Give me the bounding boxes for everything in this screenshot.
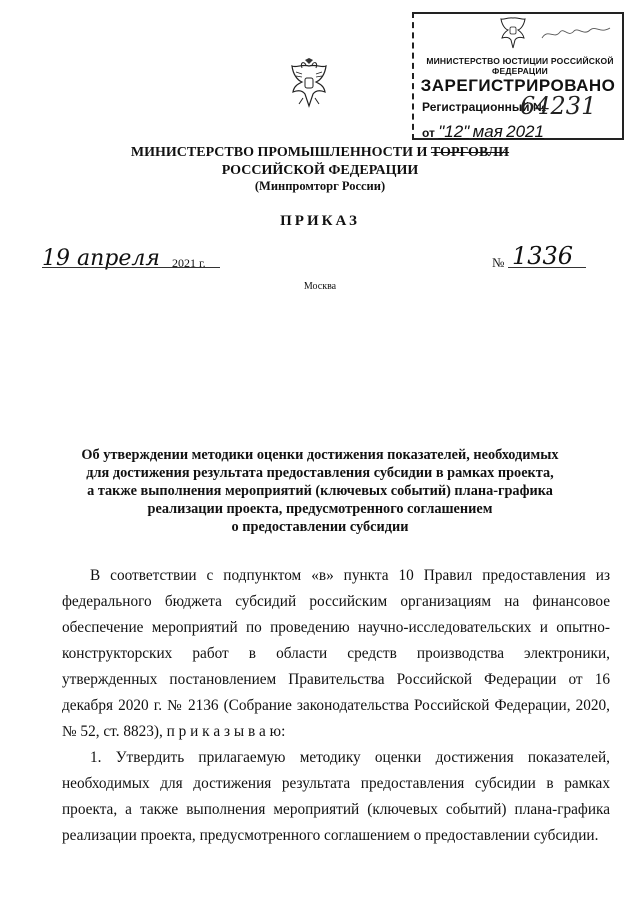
ministry-line1: МИНИСТЕРСТВО ПРОМЫШЛЕННОСТИ И [130,145,428,160]
number-underline [508,267,586,268]
stamp-reg-label: Регистрационный № [422,100,547,114]
body-paragraph-2: 1. Утвердить прилагаемую методику оценки достижения показателей, необходимых для достижения результата предоставления субсидии в рамках проекта, а также выполнения мероприятий (ключевых событий) плана-графика реализации проекта, предусмотренного соглашением о предоставлении субсидии. [62,749,610,844]
doc-type: ПРИКАЗ [280,213,360,229]
heading-line: о предоставлении субсидии [231,519,409,535]
ministry-name [120,144,520,180]
date-handwritten: 19 апреля [42,246,160,271]
city: Москва [303,281,337,292]
number-label: № [492,255,505,270]
heading-line: Об утверждении методики оценки достижения показателей, необходимых [81,447,559,463]
ministry-short: (Минпромторг России) [254,179,386,193]
stamp-date-prefix: от [422,126,435,140]
coat-of-arms-icon [288,58,330,110]
stamp-date-year: 2021 [506,122,544,141]
body-paragraph-1: В соответствии с подпунктом «в» пункта 10 Правил предоставления из федерального бюджета субсидий российским организациям на финансовое обеспечение мероприятий по проведению научно-исследовательских и опытно-конструкторских работ в области средств производства электроники, утвержденных постановлением Правительства Российской Федерации от 16 декабря 2020 г. № 2136 (Собрание законодательства Российской Федерации, 2020, № 52, ст. 8823), п р и к а з ы в а ю: [62,567,610,740]
document-heading [58,446,582,536]
ministry-line2: РОССИЙСКОЙ ФЕДЕРАЦИИ [221,163,419,178]
stamp-signature-icon [540,22,612,44]
heading-line: для достижения результата предоставления субсидии в рамках проекта, [86,465,554,481]
stamp-reg-number: 64231 [520,92,597,120]
stamp-ministry: МИНИСТЕРСТВО ЮСТИЦИИ РОССИЙСКОЙ ФЕДЕРАЦИИ [426,56,614,76]
stamp-date [422,122,544,142]
number-handwritten: 1336 [512,242,574,270]
heading-line: реализации проекта, предусмотренного соглашением [147,501,493,517]
ministry-line1-struck: ТОРГОВЛИ [430,145,510,160]
stamp-date-month: мая [472,122,503,141]
heading-line: а также выполнения мероприятий (ключевых событий) плана-графика [87,483,553,499]
date-year: 2021 г. [172,256,206,270]
stamp-registered: ЗАРЕГИСТРИРОВАНО [420,76,616,95]
stamp-date-day: "12" [438,122,470,141]
stamp-emblem-icon [498,14,528,52]
